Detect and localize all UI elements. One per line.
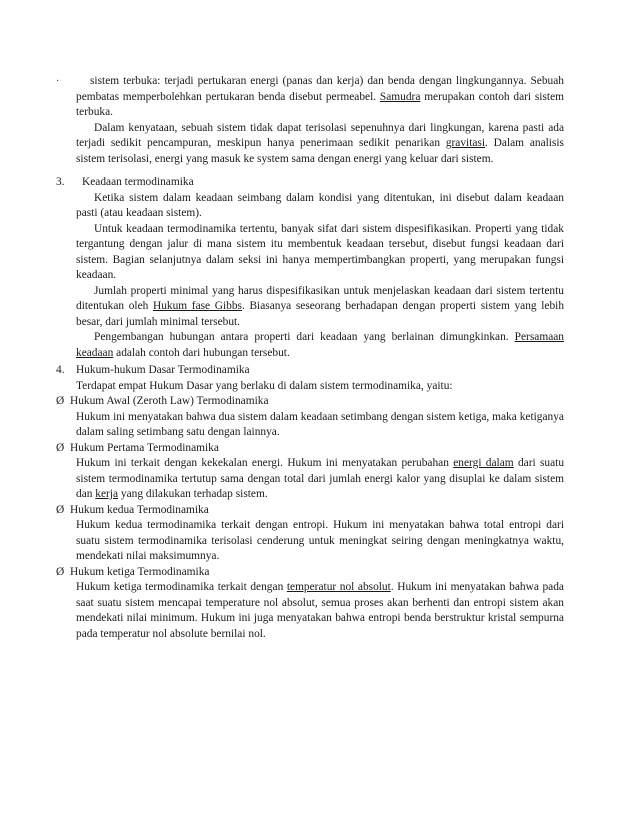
section-3-text-3a: Jumlah properti minimal yang harus dispesifikasikan untuk menjelaskan keadaan dari sistem tertentu ditentukan oleh (76, 284, 564, 312)
section-3-heading (56, 175, 564, 191)
law-third (56, 565, 564, 581)
law-second-text: Hukum kedua termodinamika terkait dengan entropi. Hukum ini menyatakan bahwa total entropi dari suatu sistem termodinamika terisolasi cenderung untuk meningkat seiring dengan meningkatnya waktu, mendekati nilai maksimumnya. (76, 519, 564, 562)
law-zeroth-title: Hukum Awal (Zeroth Law) Termodinamika (70, 395, 269, 407)
intro-paragraph-1 (56, 74, 564, 121)
section-3-paragraph-3 (56, 284, 564, 331)
intro-bullet-paragraph (56, 74, 564, 121)
section-3 (56, 175, 564, 361)
arrow-bullet-icon: Ø (56, 565, 65, 578)
law-third-title: Hukum ketiga Termodinamika (70, 565, 210, 578)
intro-text-2b: . Dalam analisis sistem terisolasi, energi yang masuk ke system sama dengan energi yang keluar dari sistem. (76, 137, 564, 165)
arrow-bullet-icon: Ø (56, 503, 65, 516)
arrow-bullet-icon: Ø (56, 441, 65, 454)
section-3-number: 3. (56, 176, 65, 188)
intro-text-1a: sistem terbuka: terjadi pertukaran energi (panas dan kerja) dan benda dengan lingkungannya. Sebuah pembatas memperbolehkan pertukaran benda disebut permeabel. (76, 75, 564, 103)
law-third-text (56, 580, 564, 642)
intro-text-1b: merupakan contoh dari sistem terbuka. (76, 90, 564, 118)
law-first-text (56, 456, 564, 503)
section-4 (56, 363, 564, 642)
section-4-number: 4. (56, 364, 65, 376)
law-first-text-b: dari suatu sistem termodinamika tertutup sama dengan total dari jumlah energi kalor yang disuplai ke dalam sistem dan (76, 457, 565, 500)
link-kerja[interactable]: kerja (95, 488, 119, 500)
intro-section (56, 74, 564, 167)
link-persamaan-keadaan[interactable]: Persamaan keadaan (76, 331, 564, 359)
law-third-text-b: . Hukum ini menyatakan bahwa pada saat suatu sistem mencapai temperature nol absolut, semua proses akan berhenti dan entropi sistem akan mendekati nilai minimum. Hukum ini juga menyatakan bahwa entropi benda berstruktur kristal sempurna pada temperatur nol absolute bernilai nol. (76, 581, 564, 640)
law-zeroth-text: Hukum ini menyatakan bahwa dua sistem dalam keadaan setimbang dengan sistem ketiga, maka ketiganya dalam saling setimbang satu dengan lainnya. (76, 410, 564, 438)
intro-paragraph-2 (56, 121, 564, 168)
section-3-text-4b: adalah contoh dari hubungan tersebut. (113, 346, 290, 359)
law-second (56, 503, 564, 519)
link-energi-dalam[interactable]: energi dalam (453, 457, 514, 469)
bullet-dot-icon: · (56, 76, 60, 87)
arrow-bullet-icon: Ø (56, 395, 65, 407)
law-zeroth (56, 394, 564, 410)
law-first-text-c: yang dilakukan terhadap sistem. (118, 488, 268, 500)
section-4-title: Hukum-hukum Dasar Termodinamika (76, 364, 250, 376)
link-gravitasi[interactable]: gravitasi (445, 137, 486, 149)
section-4-intro: Terdapat empat Hukum Dasar yang berlaku di dalam sistem termodinamika, yaitu: (76, 379, 453, 392)
section-3-paragraph-1: Ketika sistem dalam keadaan seimbang dalam kondisi yang ditentukan, ini disebut dalam keadaan pasti (atau keadaan sistem). (76, 191, 564, 219)
law-second-title: Hukum kedua Termodinamika (70, 503, 209, 516)
section-3-title: Keadaan termodinamika (82, 176, 194, 188)
law-first-title: Hukum Pertama Termodinamika (70, 441, 219, 454)
section-3-paragraph-4 (56, 330, 564, 361)
section-4-heading (56, 363, 564, 379)
intro-text-2a: Dalam kenyataan, sebuah sistem tidak dapat terisolasi sepenuhnya dari lingkungan, karena pasti ada terjadi sedikit pencampuran, meskipun hanya penerimaan sedikit penarikan (76, 121, 564, 149)
section-3-paragraph-2: Untuk keadaan termodinamika tertentu, banyak sifat dari sistem dispesifikasikan. Properti yang tidak tergantung dengan jalur di mana sistem itu membentuk keadaan tersebut, disebut fungsi keadaan dari sistem. Bagian selanjutnya dalam seksi ini hanya mempertimbangkan properti, yang merupakan fungsi keadaan. (76, 222, 564, 281)
law-first-text-a: Hukum ini terkait dengan kekekalan energi. Hukum ini menyatakan perubahan (76, 457, 454, 469)
section-3-text-3b: . Biasanya seseorang berhadapan dengan properti sistem yang lebih besar, dari jumlah minimal tersebut. (76, 300, 565, 328)
section-3-text-4a: Pengembangan hubungan antara properti dari keadaan yang berlainan dimungkinkan. (94, 331, 515, 343)
link-temperatur-nol-absolut[interactable]: temperatur nol absolut (286, 581, 391, 593)
link-samudra[interactable]: Samudra (379, 90, 421, 103)
link-hukum-fase-gibbs[interactable]: Hukum fase Gibbs (152, 300, 242, 312)
law-third-text-a: Hukum ketiga termodinamika terkait dengan (76, 581, 287, 593)
law-first (56, 441, 564, 457)
